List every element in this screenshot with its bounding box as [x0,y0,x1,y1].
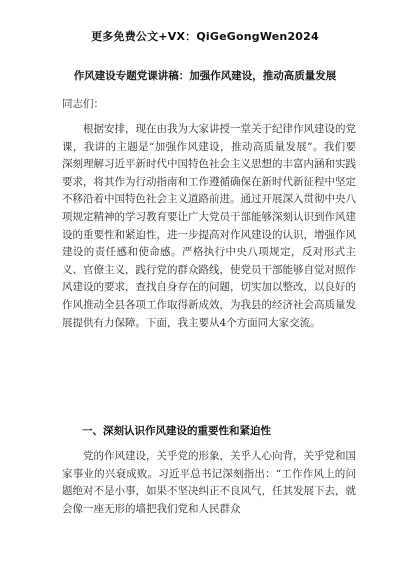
salutation: 同志们： [62,98,104,110]
document-title: 作风建设专题党课讲稿：加强作风建设，推动高质量发展 [73,70,337,82]
promo-header: 更多免费公文+VX：QiGeGongWen2024 [91,30,319,43]
paragraph-intro: 根据安排，现在由我为大家讲授一堂关于纪律作风建设的党课，我讲的主题是“加强作风建设，推动高质量发展”。我们要深刻理解习近平新时代中国特色社会主义思想的丰富内涵和实践要求，将其作为行动指南和工作遵循确保在新时代新征程中坚定不移沿着中国特色社会主义道路前进。通过开展深入贯彻中央八项规定精神的学习教育要让广大党员干部能够深刻认识到作风建设的重要性和紧迫性，进一步提高对作风建设的认识，增强作风建设的责任感和使命感。严格执行中央八项规定，反对形式主义、官僚主义，践行党的群众路线，使党员干部能够自觉对照作风建设的要求，查找自身存在的问题，切实加以整改，以良好的作风推动全县各项工作取得新成效，为我县的经济社会高质量发展提供有力保障。下面，我主要从4个方面同大家交流。 [62,123,356,329]
section-heading-1: 一、深刻认识作风建设的重要性和紧迫性 [82,425,271,437]
paragraph-section-1: 党的作风建设，关乎党的形象，关乎人心向背，关乎党和国家事业的兴衰成败。习近平总书记深刻指出：“工作作风上的问题绝对不是小事，如果不坚决纠正不良风气，任其发展下去，就会像一座无形的墙把我们党和人民群众 [62,450,356,515]
